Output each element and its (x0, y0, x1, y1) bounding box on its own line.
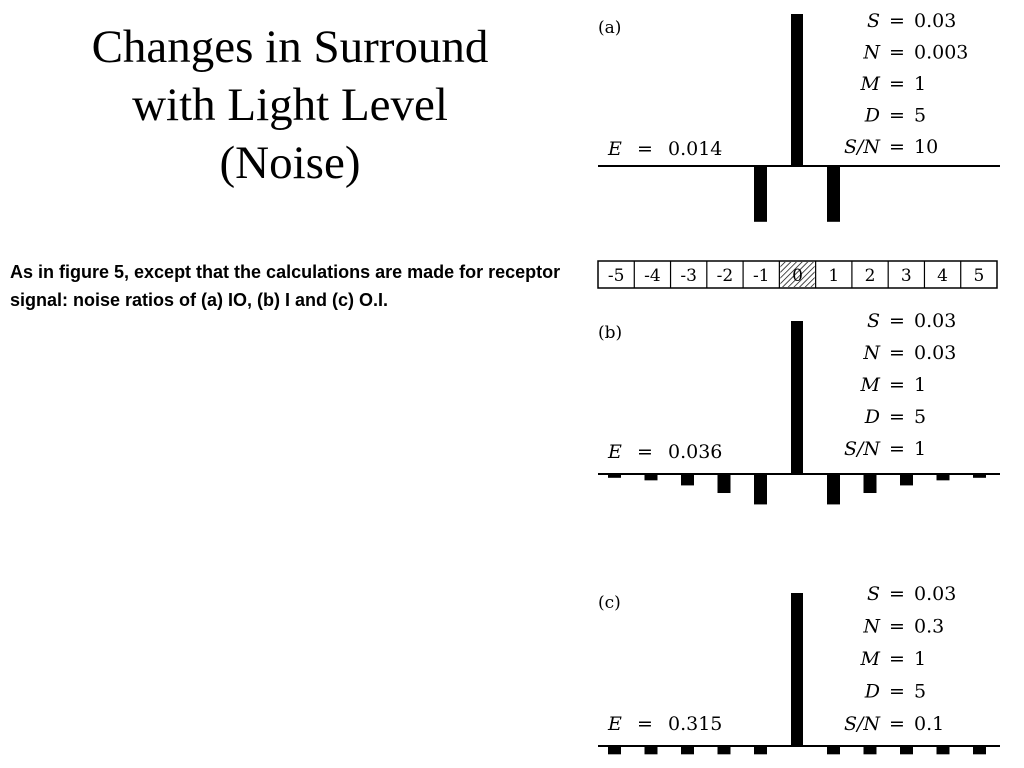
surround-bar (864, 746, 877, 754)
surround-bar (608, 746, 621, 754)
stat-equals: = (889, 615, 905, 638)
surround-bar (827, 474, 840, 504)
stat-equals: = (889, 41, 905, 64)
stat-name: D (864, 680, 880, 703)
e-value: 0.036 (668, 441, 723, 463)
scale-label: -3 (680, 266, 697, 286)
surround-bar (718, 474, 731, 493)
stat-value: 5 (914, 406, 927, 428)
stat-value: 1 (914, 438, 927, 460)
stat-equals: = (889, 10, 905, 32)
surround-bar (937, 474, 950, 480)
surround-bar (645, 474, 658, 480)
scale-label: 4 (937, 266, 949, 286)
stat-equals: = (889, 583, 905, 605)
figure-caption: As in figure 5, except that the calculations are made for receptor signal: noise ratios of (a) IO, (b) I and (c) O.I. (10, 262, 561, 310)
receptor-position-scale (598, 261, 997, 288)
e-equals: = (637, 713, 653, 735)
panel-label: (a) (598, 18, 622, 38)
panel-label: (c) (598, 593, 621, 613)
stat-value: 0.03 (914, 342, 957, 364)
surround-bar (608, 474, 621, 478)
stat-equals: = (889, 374, 905, 396)
stat-value: 0.03 (914, 583, 957, 605)
surround-bar (754, 166, 767, 222)
stat-name: S/N (843, 438, 880, 460)
stat-name: M (860, 374, 880, 396)
stat-equals: = (889, 438, 905, 460)
figure-panel (598, 583, 1000, 754)
e-name: E (608, 441, 622, 463)
stat-name: D (864, 104, 880, 127)
scale-label: -1 (752, 266, 770, 286)
stat-value: 1 (914, 648, 927, 670)
stat-name: S (866, 583, 880, 605)
scale-label: -2 (716, 266, 734, 286)
figure-panel (598, 10, 1000, 222)
surround-bar (754, 746, 767, 754)
stat-equals: = (889, 104, 905, 127)
scale-label: -5 (607, 266, 625, 286)
e-name: E (608, 138, 622, 160)
stat-equals: = (889, 648, 905, 670)
surround-bar (827, 746, 840, 754)
surround-bar (681, 746, 694, 754)
stat-name: S (866, 310, 880, 332)
scale-label: 3 (900, 266, 912, 286)
surround-bar (645, 746, 658, 754)
stat-equals: = (889, 406, 905, 428)
stat-equals: = (889, 342, 905, 364)
stat-value: 0.03 (914, 310, 957, 332)
e-value: 0.315 (668, 713, 723, 735)
stat-value: 5 (914, 104, 927, 127)
stat-value: 0.1 (914, 713, 945, 735)
title-line: Changes in Surround (91, 21, 489, 73)
center-bar (791, 593, 803, 746)
stat-name: M (860, 73, 880, 95)
surround-bar (900, 746, 913, 754)
e-equals: = (637, 441, 653, 463)
e-equals: = (637, 138, 653, 160)
scale-label: 0 (792, 266, 803, 286)
stat-name: S/N (843, 713, 880, 735)
stat-value: 1 (914, 73, 927, 95)
surround-bar (973, 474, 986, 478)
surround-bar (718, 746, 731, 754)
surround-bar (973, 746, 986, 754)
stat-name: D (864, 406, 880, 428)
center-bar (791, 321, 803, 474)
scale-label: 2 (864, 266, 876, 286)
surround-bar (937, 746, 950, 754)
stat-equals: = (889, 310, 905, 332)
stat-name: S/N (843, 136, 880, 158)
stat-name: N (863, 342, 880, 364)
stat-value: 0.03 (914, 10, 957, 32)
scale-label: -4 (644, 266, 661, 286)
stat-name: M (860, 648, 880, 670)
stat-value: 1 (914, 374, 927, 396)
stat-equals: = (889, 136, 905, 158)
stat-equals: = (889, 713, 905, 735)
surround-bar (754, 474, 767, 504)
figure-panel (598, 310, 1000, 504)
surround-bar (681, 474, 694, 485)
stat-value: 10 (914, 136, 939, 158)
e-value: 0.014 (668, 138, 723, 160)
title-line: (Noise) (219, 137, 361, 189)
surround-bar (827, 166, 840, 222)
stat-value: 5 (914, 680, 927, 703)
stat-name: S (866, 10, 880, 32)
e-name: E (608, 713, 622, 735)
scale-label: 5 (973, 266, 985, 286)
panel-label: (b) (598, 323, 623, 343)
scale-label: 1 (828, 266, 840, 286)
stat-name: N (863, 41, 880, 64)
title-line: with Light Level (132, 79, 448, 131)
stat-equals: = (889, 680, 905, 703)
center-bar (791, 14, 803, 166)
surround-bar (864, 474, 877, 493)
surround-bar (900, 474, 913, 485)
stat-equals: = (889, 73, 905, 95)
stat-name: N (863, 615, 880, 638)
stat-value: 0.003 (914, 41, 969, 64)
stat-value: 0.3 (914, 615, 945, 638)
